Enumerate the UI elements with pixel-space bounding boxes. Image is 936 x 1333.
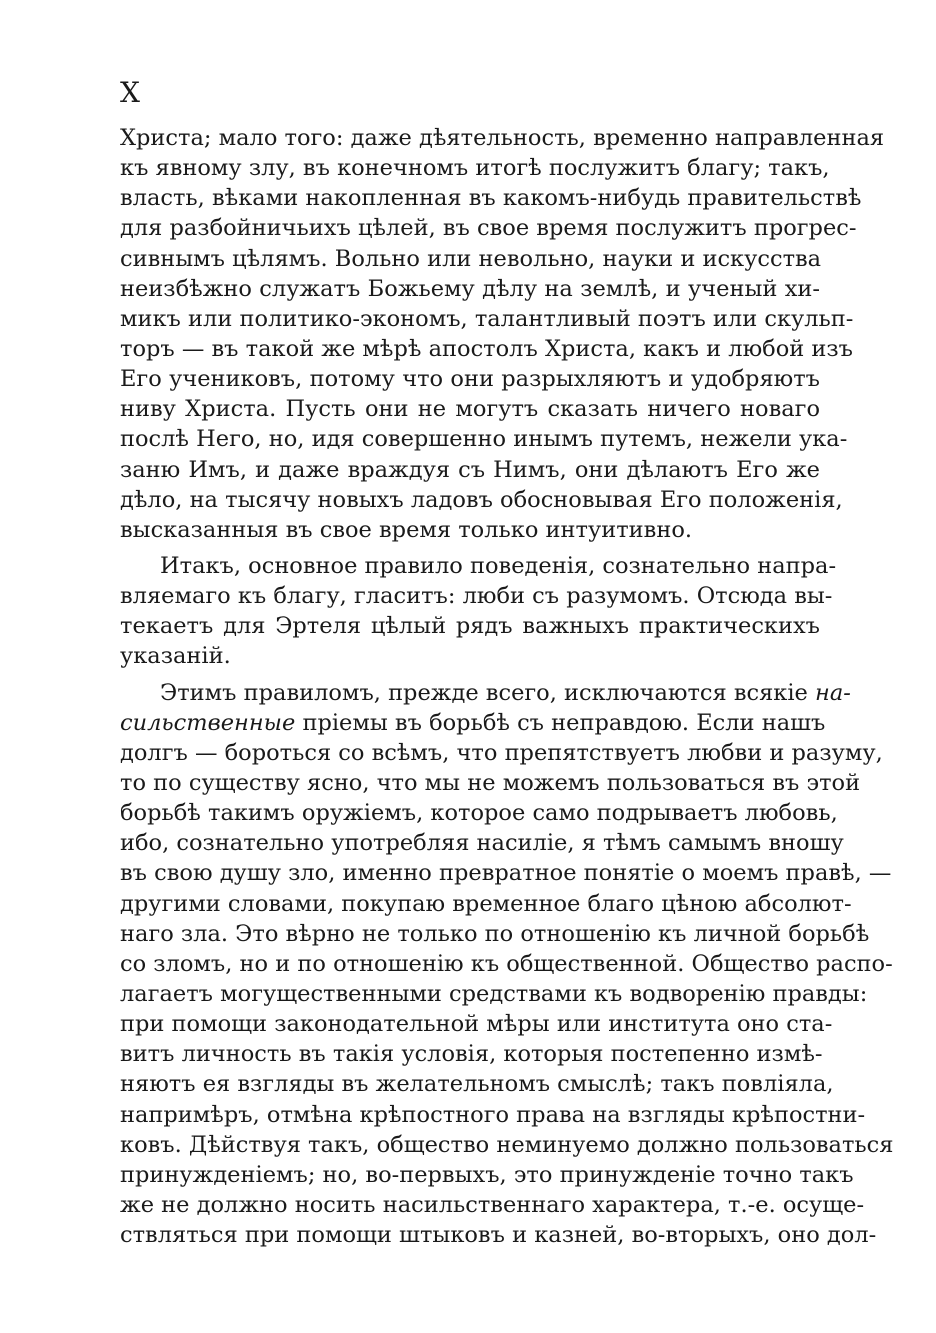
body-text (120, 123, 894, 1250)
text-line: со зломъ, но и по отношенію къ общественной. Общество распо- (120, 950, 893, 977)
text-line (120, 678, 851, 708)
text-line: микъ или политико-экономъ, талантливый поэтъ или скульп- (120, 305, 854, 332)
text-line: наго зла. Это вѣрно не только по отношенію къ личной борьбѣ (120, 920, 870, 947)
emphasis-text: на- (815, 679, 851, 706)
page-number: X (120, 76, 140, 109)
text-line: Христа; мало того: даже дѣятельность, временно направленная (120, 125, 885, 151)
text-line: заню Имъ, и даже враждуя съ Нимъ, они дѣлаютъ Его же (120, 456, 820, 483)
text-line: ниву Христа. Пусть они не могутъ сказать ничего новаго (120, 396, 820, 423)
text-line: для разбойничьихъ цѣлей, въ свое время послужитъ прогрес- (120, 215, 857, 242)
text-line (120, 708, 826, 738)
text-line: къ явному злу, въ конечномъ итогѣ послужитъ благу; такъ, (120, 155, 830, 182)
text-line: няютъ ея взгляды въ желательномъ смыслѣ; такъ повліяла, (120, 1071, 834, 1098)
text-line: вляемаго къ благу, гласитъ: люби съ разумомъ. Отсюда вы- (120, 583, 833, 610)
text-line: торъ — въ такой же мѣрѣ апостолъ Христа, какъ и любой изъ (120, 335, 853, 362)
text-line: власть, вѣками накопленная въ какомъ-нибудь правительствѣ (120, 185, 862, 212)
text-line: же не должно носить насильственнаго характера, т.-е. осуще- (120, 1191, 865, 1218)
emphasis-text: сильственные (120, 709, 296, 736)
text-line: долгъ — бороться со всѣмъ, что препятствуетъ любви и разуму, (120, 739, 883, 766)
text-line: ибо, сознательно употребляя насиліе, я тѣмъ самымъ вношу (120, 830, 844, 857)
text-line: витъ личность въ такія условія, которыя постепенно измѣ- (120, 1041, 823, 1068)
text-line: неизбѣжно служатъ Божьему дѣлу на землѣ, и ученый хи- (120, 275, 820, 302)
text-line: то по существу ясно, что мы не можемъ пользоваться въ этой (120, 769, 861, 796)
text-line: напримѣръ, отмѣна крѣпостного права на взгляды крѣпостни- (120, 1101, 866, 1128)
text-line: принужденіемъ; но, во-первыхъ, это принужденіе точно такъ (120, 1161, 854, 1188)
text-line: другими словами, покупаю временное благо цѣною абсолют- (120, 890, 852, 917)
text-line: лагаетъ могущественными средствами къ водворенію правды: (120, 980, 868, 1007)
text-line: высказанныя въ свое время только интуитивно. (120, 516, 693, 543)
text-run: пріемы въ борьбѣ съ неправдою. Если нашъ (295, 709, 826, 736)
text-line: Его учениковъ, потому что они разрыхляютъ и удобряютъ (120, 366, 820, 393)
text-line: текаетъ для Эртеля цѣлый рядъ важныхъ практическихъ (120, 613, 820, 640)
text-line: сивнымъ цѣлямъ. Вольно или невольно, науки и искусства (120, 245, 822, 272)
text-line: при помощи законодательной мѣры или института оно ста- (120, 1011, 833, 1038)
text-line: дѣло, на тысячу новыхъ ладовъ обосновывая Его положенія, (120, 486, 843, 513)
text-run: Этимъ правиломъ, прежде всего, исключаются всякіе (160, 679, 816, 706)
text-line: Итакъ, основное правило поведенія, сознательно напра- (160, 552, 837, 579)
text-line: ковъ. Дѣйствуя такъ, общество неминуемо должно пользоваться (120, 1131, 894, 1158)
text-line: послѣ Него, но, идя совершенно инымъ путемъ, нежели ука- (120, 426, 848, 453)
text-line: борьбѣ такимъ оружіемъ, которое само подрываетъ любовь, (120, 800, 838, 827)
text-line: указаній. (120, 643, 231, 670)
text-line: въ свою душу зло, именно превратное понятіе о моемъ правѣ, — (120, 860, 892, 887)
text-line: ствляться при помощи штыковъ и казней, во-вторыхъ, оно дол- (120, 1222, 877, 1249)
